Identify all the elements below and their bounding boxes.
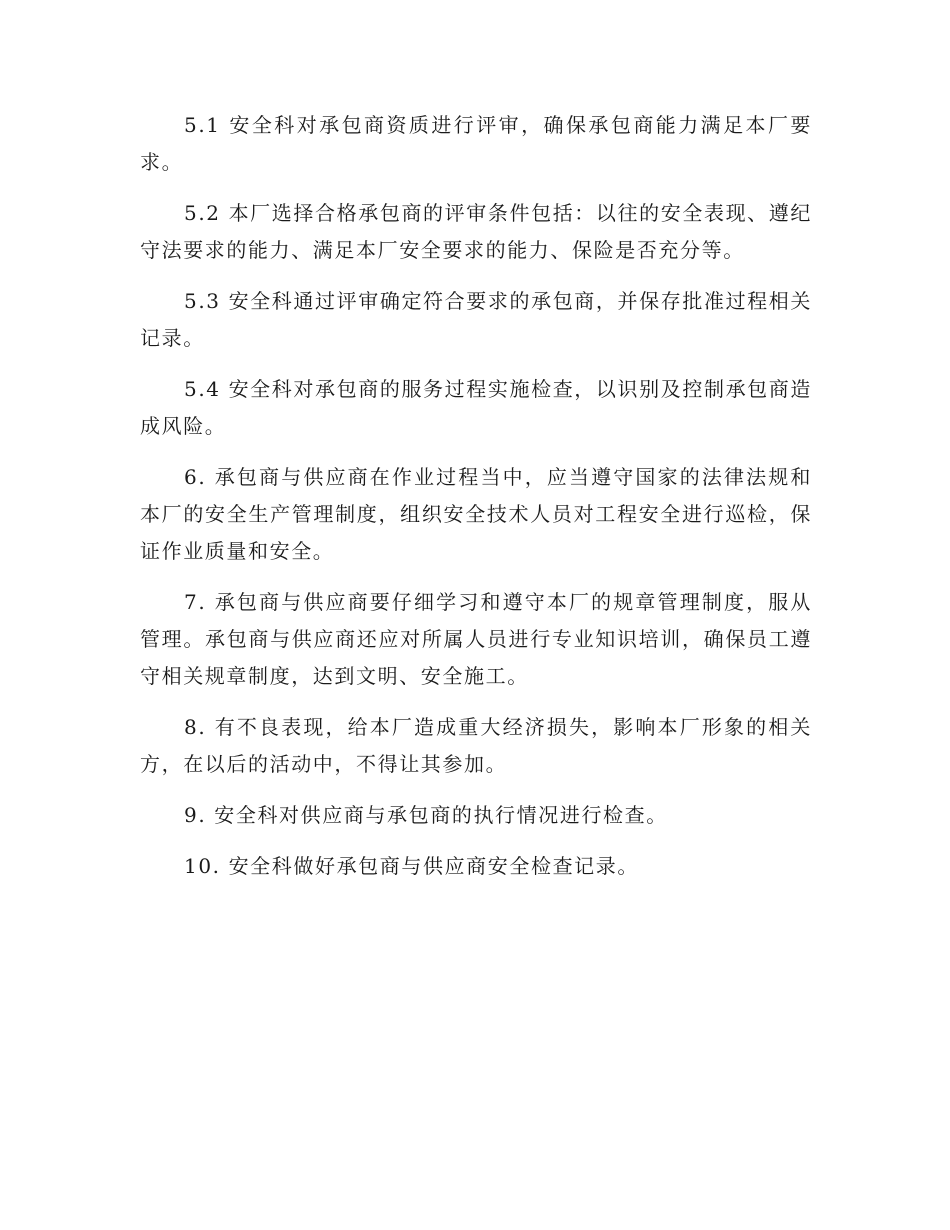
paragraph-5-4: 5.4 安全科对承包商的服务过程实施检查，以识别及控制承包商造成风险。 bbox=[140, 377, 812, 438]
paragraph-9: 9. 安全科对供应商与承包商的执行情况进行检查。 bbox=[184, 803, 668, 827]
paragraph-10: 10. 安全科做好承包商与供应商安全检查记录。 bbox=[184, 854, 639, 878]
document-body bbox=[140, 107, 812, 899]
paragraph-7: 7. 承包商与供应商要仔细学习和遵守本厂的规章管理制度，服从管理。承包商与供应商还应对所属人员进行专业知识培训，确保员工遵守相关规章制度，达到文明、安全施工。 bbox=[140, 590, 812, 688]
paragraph-5-3: 5.3 安全科通过评审确定符合要求的承包商，并保存批准过程相关记录。 bbox=[140, 289, 812, 350]
paragraph-5-1: 5.1 安全科对承包商资质进行评审，确保承包商能力满足本厂要求。 bbox=[140, 113, 812, 174]
paragraph-8: 8. 有不良表现，给本厂造成重大经济损失，影响本厂形象的相关方，在以后的活动中，不得让其参加。 bbox=[140, 715, 812, 776]
paragraph-5-2: 5.2 本厂选择合格承包商的评审条件包括：以往的安全表现、遵纪守法要求的能力、满足本厂安全要求的能力、保险是否充分等。 bbox=[140, 201, 812, 262]
paragraph-6: 6. 承包商与供应商在作业过程当中，应当遵守国家的法律法规和本厂的安全生产管理制度，组织安全技术人员对工程安全进行巡检，保证作业质量和安全。 bbox=[140, 465, 812, 563]
